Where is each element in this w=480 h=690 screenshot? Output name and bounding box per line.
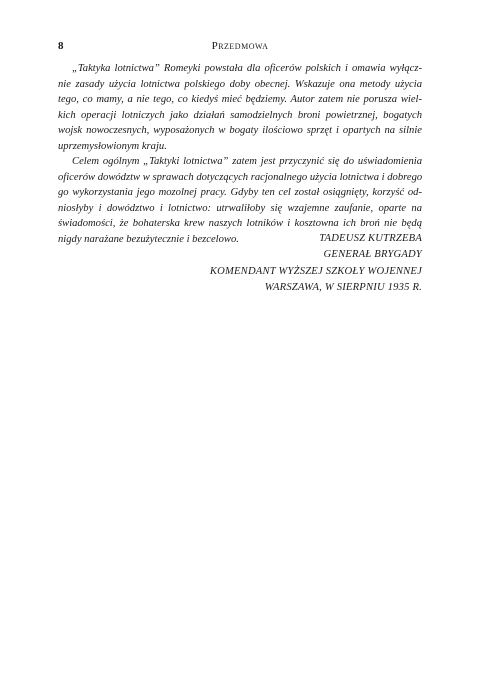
body-text <box>58 61 422 248</box>
text-line: „Taktyka lotnictwa” Romeyki powstała dla oficerów polskich i omawia wyłącz- <box>72 63 422 74</box>
text-line: nie zasady użycia lotnictwa polskiego doby obecnej. Wskazuje ona metody użycia <box>58 78 422 90</box>
page-number: 8 <box>58 40 64 52</box>
text-line: go wykorzystania jego mozolnej pracy. Gdyby ten cel został osiągnięty, korzyść od- <box>58 187 422 199</box>
signature-name: TADEUSZ KUTRZEBA <box>319 233 422 244</box>
text-line: tego, co mamy, a nie tego, co kiedyś mieć będziemy. Autor zatem nie porusza wiel- <box>58 94 422 106</box>
running-head: Przedmowa <box>211 40 269 52</box>
text-line: oficerów dowództw w sprawach dotyczących racjonalnego użycia lotnictwa i dobrego <box>58 171 423 183</box>
text-line: niosłyby i dowództwo i lotnictwo: utrwaliłoby się wzajemne zaufanie, oparte na <box>58 202 422 214</box>
text-line: wojsk nowoczesnych, wyposażonych w bogaty ilościowo sprzęt i opartych na silnie <box>58 125 422 137</box>
text-line: Celem ogólnym „Taktyki lotnictwa” zatem jest przyczynić się do uświadomienia <box>72 156 422 168</box>
signature-place-date: WARSZAWA, W SIERPNIU 1935 R. <box>264 282 422 294</box>
text-line: nigdy narażane bezużytecznie i bezcelowo. <box>58 234 239 246</box>
text-line: świadomości, że bohaterska krew naszych lotników i kosztowna ich broń nie będą <box>58 218 422 230</box>
paragraph-1 <box>58 61 422 154</box>
signature-rank: GENERAŁ BRYGADY <box>323 249 422 261</box>
text-line: kich operacji lotniczych jako działań samodzielnych broni powietrznej, bogatych <box>58 109 422 121</box>
text-line: uprzemysłowionym kraju. <box>58 140 167 152</box>
signature-position: KOMENDANT WYŻSZEJ SZKOŁY WOJENNEJ <box>209 265 422 277</box>
signature-block <box>210 231 422 297</box>
